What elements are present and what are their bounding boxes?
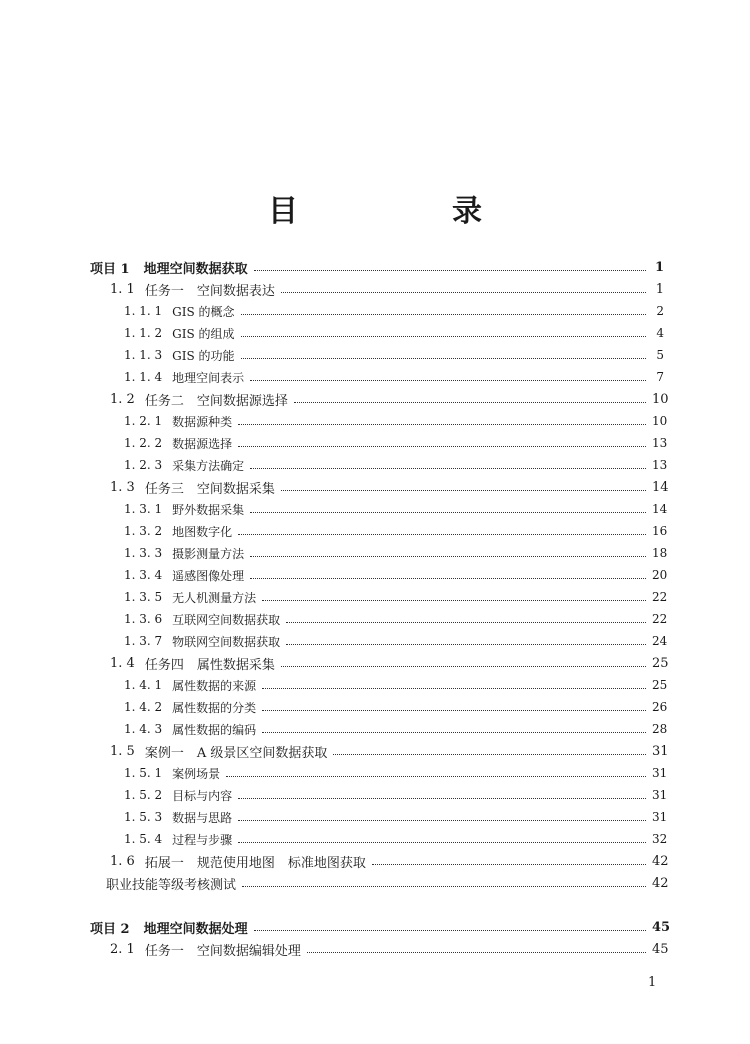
toc-entry-number: 1. 2. 3 [124, 458, 163, 472]
dot-leader [226, 776, 646, 777]
toc-entry-page: 14 [652, 479, 669, 495]
toc-entry-page: 4 [656, 326, 664, 340]
toc-entry-page: 13 [652, 436, 668, 450]
dot-leader [281, 490, 646, 491]
toc-entry[interactable] [90, 916, 671, 938]
toc-entry-title: 数据源选择 [172, 436, 233, 451]
toc-entry[interactable] [90, 564, 668, 586]
toc-entry-number: 1. 3. 6 [124, 612, 163, 626]
dot-leader [281, 666, 646, 667]
toc-entry-number: 1. 2. 2 [124, 436, 163, 450]
dot-leader [262, 710, 646, 711]
toc-entry-page: 1 [654, 259, 664, 275]
toc-entry-number: 1. 3. 4 [124, 568, 163, 582]
toc-entry-title: 数据源种类 [172, 414, 233, 429]
toc-entry-page: 10 [652, 391, 669, 407]
toc-entry[interactable] [90, 784, 668, 806]
toc-entry-number: 2. 1 [110, 941, 135, 957]
toc-entry-page: 18 [652, 546, 668, 560]
toc-entry-number: 1. 3 [110, 479, 135, 495]
toc-entry-page: 1 [655, 281, 664, 297]
dot-leader [250, 512, 646, 513]
dot-leader [307, 952, 646, 953]
toc-entry-title: GIS 的功能 [172, 348, 235, 363]
toc-entry-title: 摄影测量方法 [172, 546, 245, 561]
toc-entry[interactable] [90, 850, 669, 872]
toc-entry[interactable] [90, 498, 668, 520]
toc-entry-page: 31 [652, 766, 668, 780]
toc-entry-number: 1. 3. 7 [124, 634, 163, 648]
toc-entry-number: 1. 2 [110, 391, 135, 407]
toc-entry[interactable] [90, 256, 664, 278]
toc-entry-page: 2 [656, 304, 664, 318]
toc-entry[interactable] [90, 520, 668, 542]
toc-entry[interactable] [90, 542, 668, 564]
toc-entry-title: 地理空间数据处理 [143, 921, 248, 937]
toc-entry-title: 地理空间表示 [172, 370, 245, 385]
dot-leader [238, 798, 646, 799]
toc-entry[interactable] [90, 388, 669, 410]
toc-entry-title: GIS 的概念 [172, 304, 235, 319]
toc-entry[interactable] [90, 740, 669, 762]
toc-entry-page: 25 [652, 678, 668, 692]
toc-entry[interactable] [90, 938, 669, 960]
dot-leader [250, 468, 646, 469]
dot-leader [250, 578, 646, 579]
toc-entry[interactable] [90, 432, 668, 454]
toc-entry-page: 45 [652, 919, 671, 935]
dot-leader [238, 534, 646, 535]
page-title: 目 录 [268, 194, 544, 229]
toc-entry-title: 任务一 空间数据编辑处理 [144, 943, 301, 959]
dot-leader [372, 864, 646, 865]
toc-entry-title: 无人机测量方法 [172, 590, 257, 605]
toc-entry-number: 1. 3. 3 [124, 546, 163, 560]
toc-entry-page: 28 [652, 722, 668, 736]
toc-entry-number: 1. 3. 5 [124, 590, 163, 604]
toc-entry-number: 1. 4. 2 [124, 700, 163, 714]
toc-entry[interactable] [90, 366, 664, 388]
toc-entry-number: 1. 5. 4 [124, 832, 163, 846]
toc-entry-page: 25 [652, 655, 669, 671]
toc-entry[interactable] [90, 300, 664, 322]
toc-entry-title: 互联网空间数据获取 [172, 612, 281, 627]
toc-entry-title: 遥感图像处理 [172, 568, 245, 583]
toc-entry-number: 1. 4. 3 [124, 722, 163, 736]
toc-entry[interactable] [90, 762, 668, 784]
dot-leader [333, 754, 646, 755]
toc-entry-title: 野外数据采集 [172, 502, 245, 517]
toc-entry-number: 1. 1. 3 [124, 348, 163, 362]
toc-entry[interactable] [90, 872, 669, 894]
toc-entry-page: 24 [652, 634, 668, 648]
dot-leader [262, 600, 646, 601]
toc-entry[interactable] [90, 806, 668, 828]
toc-entry-number: 1. 3. 1 [124, 502, 163, 516]
toc-entry-title: 任务四 属性数据采集 [144, 657, 275, 673]
toc-entry[interactable] [90, 322, 664, 344]
toc-entry[interactable] [90, 344, 664, 366]
toc-entry-page: 14 [652, 502, 668, 516]
dot-leader [238, 424, 646, 425]
toc-entry[interactable] [90, 410, 668, 432]
table-of-contents [90, 256, 671, 960]
toc-entry-page: 31 [652, 810, 668, 824]
toc-entry-title: 采集方法确定 [172, 458, 245, 473]
toc-entry[interactable] [90, 652, 669, 674]
toc-entry-number: 1. 5 [110, 743, 135, 759]
toc-entry[interactable] [90, 696, 668, 718]
dot-leader [238, 842, 646, 843]
toc-entry-title: 地理空间数据获取 [143, 261, 248, 277]
toc-entry[interactable] [90, 586, 668, 608]
dot-leader [250, 380, 646, 381]
toc-entry-title: 任务三 空间数据采集 [144, 481, 275, 497]
page-number: 1 [648, 975, 657, 990]
dot-leader [254, 270, 646, 271]
toc-entry-page: 31 [652, 788, 668, 802]
toc-entry-page: 31 [652, 743, 669, 759]
toc-entry-page: 16 [652, 524, 668, 538]
toc-entry-title: 数据与思路 [172, 810, 233, 825]
toc-entry-number: 项目 1 [90, 261, 130, 277]
toc-entry-title: 职业技能等级考核测试 [106, 877, 237, 893]
toc-entry[interactable] [90, 674, 668, 696]
toc-entry-page: 10 [652, 414, 668, 428]
toc-entry-number: 1. 2. 1 [124, 414, 163, 428]
dot-leader [238, 446, 646, 447]
dot-leader [262, 732, 646, 733]
toc-entry-title: 过程与步骤 [172, 832, 233, 847]
toc-entry-title: GIS 的组成 [172, 326, 235, 341]
toc-entry-number: 1. 6 [110, 853, 135, 869]
toc-entry-page: 13 [652, 458, 668, 472]
toc-entry-page: 7 [656, 370, 664, 384]
toc-entry[interactable] [90, 718, 668, 740]
toc-entry-title: 案例场景 [172, 766, 221, 781]
toc-entry-title: 属性数据的来源 [172, 678, 257, 693]
toc-entry-title: 任务二 空间数据源选择 [144, 393, 288, 409]
toc-entry-title: 属性数据的编码 [172, 722, 257, 737]
toc-entry-title: 任务一 空间数据表达 [144, 283, 275, 299]
toc-entry[interactable] [90, 476, 669, 498]
toc-entry-number: 1. 4. 1 [124, 678, 163, 692]
toc-entry[interactable] [90, 630, 668, 652]
dot-leader [281, 292, 646, 293]
toc-entry-number: 1. 1. 4 [124, 370, 163, 384]
toc-entry-page: 42 [652, 853, 669, 869]
dot-leader [238, 820, 646, 821]
toc-entry-page: 26 [652, 700, 668, 714]
toc-entry-number: 1. 4 [110, 655, 135, 671]
dot-leader [254, 930, 646, 931]
toc-entry-title: 属性数据的分类 [172, 700, 257, 715]
dot-leader [250, 556, 646, 557]
toc-entry-page: 22 [652, 612, 668, 626]
toc-entry-number: 1. 1 [110, 281, 135, 297]
toc-entry[interactable] [90, 278, 664, 300]
toc-entry-number: 1. 3. 2 [124, 524, 163, 538]
dot-leader [294, 402, 646, 403]
toc-entry-page: 45 [652, 941, 669, 957]
toc-entry-title: 目标与内容 [172, 788, 233, 803]
toc-entry-number: 项目 2 [90, 921, 130, 937]
toc-entry-number: 1. 1. 1 [124, 304, 163, 318]
toc-entry[interactable] [90, 608, 668, 630]
toc-entry-title: 物联网空间数据获取 [172, 634, 281, 649]
toc-entry-title: 拓展一 规范使用地图 标准地图获取 [144, 855, 366, 871]
toc-entry-page: 22 [652, 590, 668, 604]
toc-entry-title: 案例一 A 级景区空间数据获取 [144, 745, 328, 761]
toc-entry-number: 1. 5. 2 [124, 788, 163, 802]
toc-entry-number: 1. 5. 1 [124, 766, 163, 780]
toc-entry[interactable] [90, 454, 668, 476]
toc-entry-number: 1. 5. 3 [124, 810, 163, 824]
dot-leader [241, 358, 646, 359]
dot-leader [242, 886, 646, 887]
toc-entry-title: 地图数字化 [172, 524, 233, 539]
toc-entry-page: 5 [656, 348, 664, 362]
toc-entry-page: 42 [652, 875, 669, 891]
toc-entry[interactable] [90, 828, 668, 850]
dot-leader [262, 688, 646, 689]
dot-leader [286, 644, 646, 645]
dot-leader [241, 336, 646, 337]
toc-entry-page: 32 [652, 832, 668, 846]
dot-leader [286, 622, 646, 623]
dot-leader [241, 314, 646, 315]
toc-entry-number: 1. 1. 2 [124, 326, 163, 340]
toc-entry-page: 20 [652, 568, 668, 582]
